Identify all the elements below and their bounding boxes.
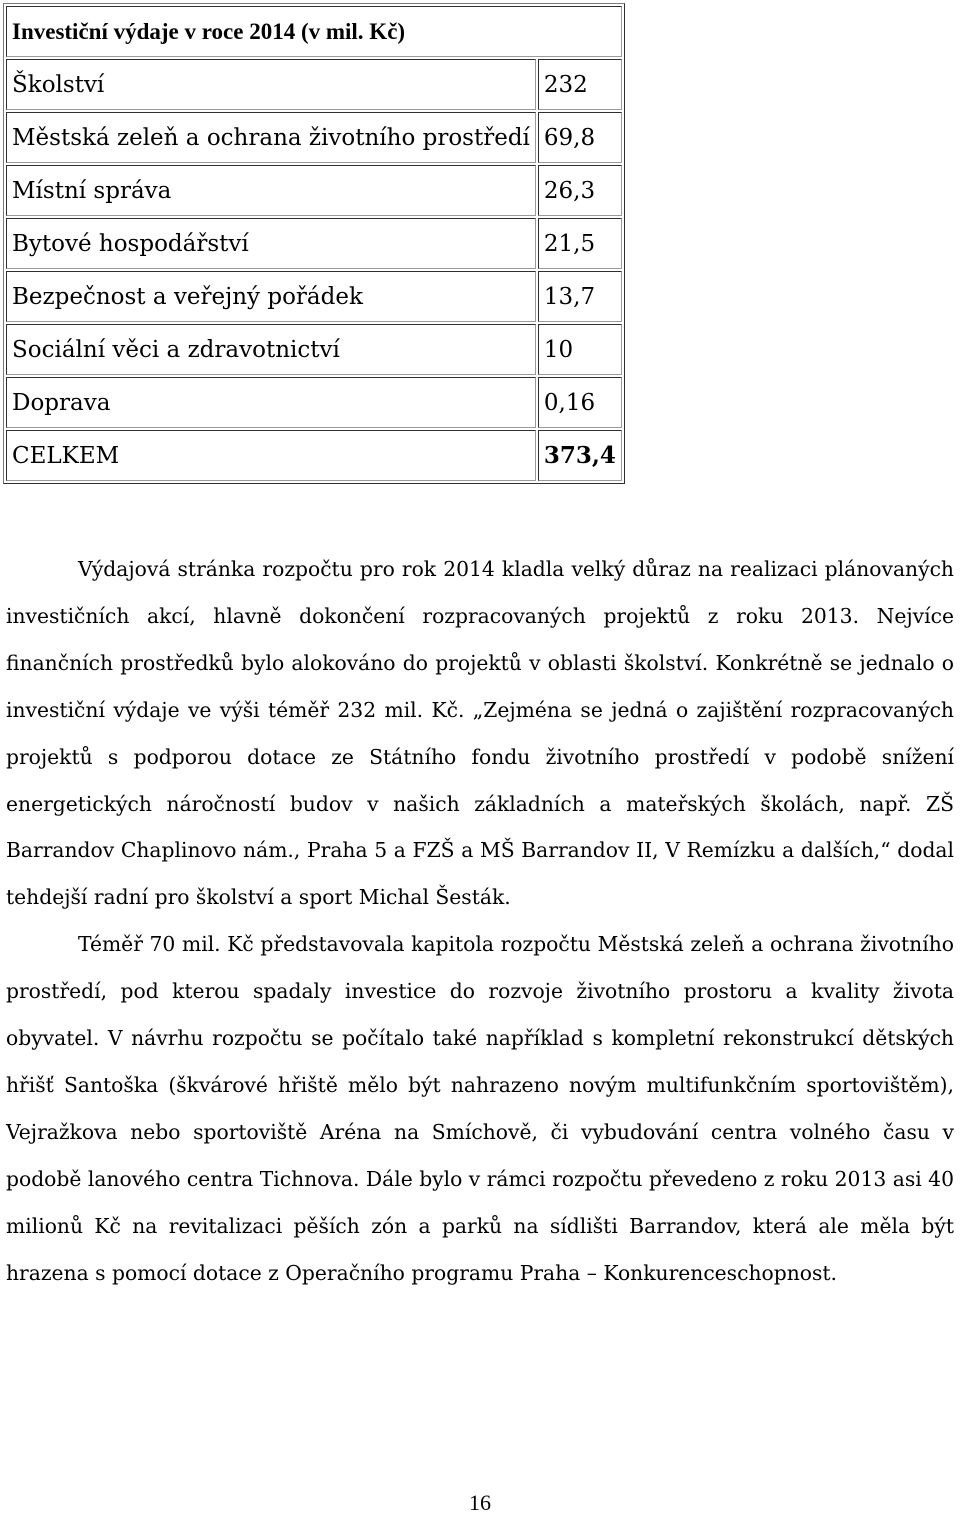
row-label: Bytové hospodářství (6, 218, 536, 269)
row-value: 26,3 (538, 165, 622, 216)
paragraph: Výdajová stránka rozpočtu pro rok 2014 kladla velký důraz na realizaci plánovaných investičních akcí, hlavně dokončení rozpracovaných projektů z roku 2013. Nejvíce finančních prostředků bylo alokováno do projektů v oblasti školství. Konkrétně se jednalo o investiční výdaje ve výši téměř 232 mil. Kč. „Zejména se jedná o zajištění rozpracovaných projektů s podporou dotace ze Státního fondu životního prostředí v podobě snížení energetických náročností budov v našich základních a mateřských školách, např. ZŠ Barrandov Chaplinovo nám., Praha 5 a FZŠ a MŠ Barrandov II, V Remízku a dalších,“ dodal tehdejší radní pro školství a sport Michal Šesták. (6, 557, 954, 910)
row-label: Sociální věci a zdravotnictví (6, 324, 536, 375)
page-number: 16 (469, 1490, 491, 1515)
row-value: 69,8 (538, 112, 622, 163)
row-label: Městská zeleň a ochrana životního prostředí (6, 112, 536, 163)
table-row (6, 377, 622, 428)
table-total-row (6, 430, 622, 481)
row-value: 21,5 (538, 218, 622, 269)
row-label: Doprava (6, 377, 536, 428)
row-value: 232 (538, 59, 622, 110)
total-value: 373,4 (538, 430, 622, 481)
paragraph: Téměř 70 mil. Kč představovala kapitola rozpočtu Městská zeleň a ochrana životního prostředí, pod kterou spadaly investice do rozvoje životního prostoru a kvality života obyvatel. V návrhu rozpočtu se počítalo také například s kompletní rekonstrukcí dětských hřišť Santoška (škvárové hřiště mělo být nahrazeno novým multifunkčním sportovištěm), Vejražkova nebo sportoviště Aréna na Smíchově, či vybudování centra volného času v podobě lanového centra Tichnova. Dále bylo v rámci rozpočtu převedeno z roku 2013 asi 40 milionů Kč na revitalizaci pěších zón a parků na sídlišti Barrandov, která ale měla být hrazena s pomocí dotace z Operačního programu Praha – Konkurenceschopnost. (6, 932, 954, 1285)
table-row (6, 165, 622, 216)
table-row (6, 324, 622, 375)
investment-table (3, 3, 625, 484)
table-title: Investiční výdaje v roce 2014 (v mil. Kč) (6, 6, 622, 57)
row-value: 13,7 (538, 271, 622, 322)
table-row (6, 59, 622, 110)
row-value: 0,16 (538, 377, 622, 428)
row-value: 10 (538, 324, 622, 375)
table-row (6, 112, 622, 163)
row-label: Bezpečnost a veřejný pořádek (6, 271, 536, 322)
total-label: CELKEM (6, 430, 536, 481)
row-label: Školství (6, 59, 536, 110)
table-row (6, 271, 622, 322)
table-row (6, 218, 622, 269)
row-label: Místní správa (6, 165, 536, 216)
table-title-row (6, 6, 622, 57)
body-text (6, 546, 954, 1297)
